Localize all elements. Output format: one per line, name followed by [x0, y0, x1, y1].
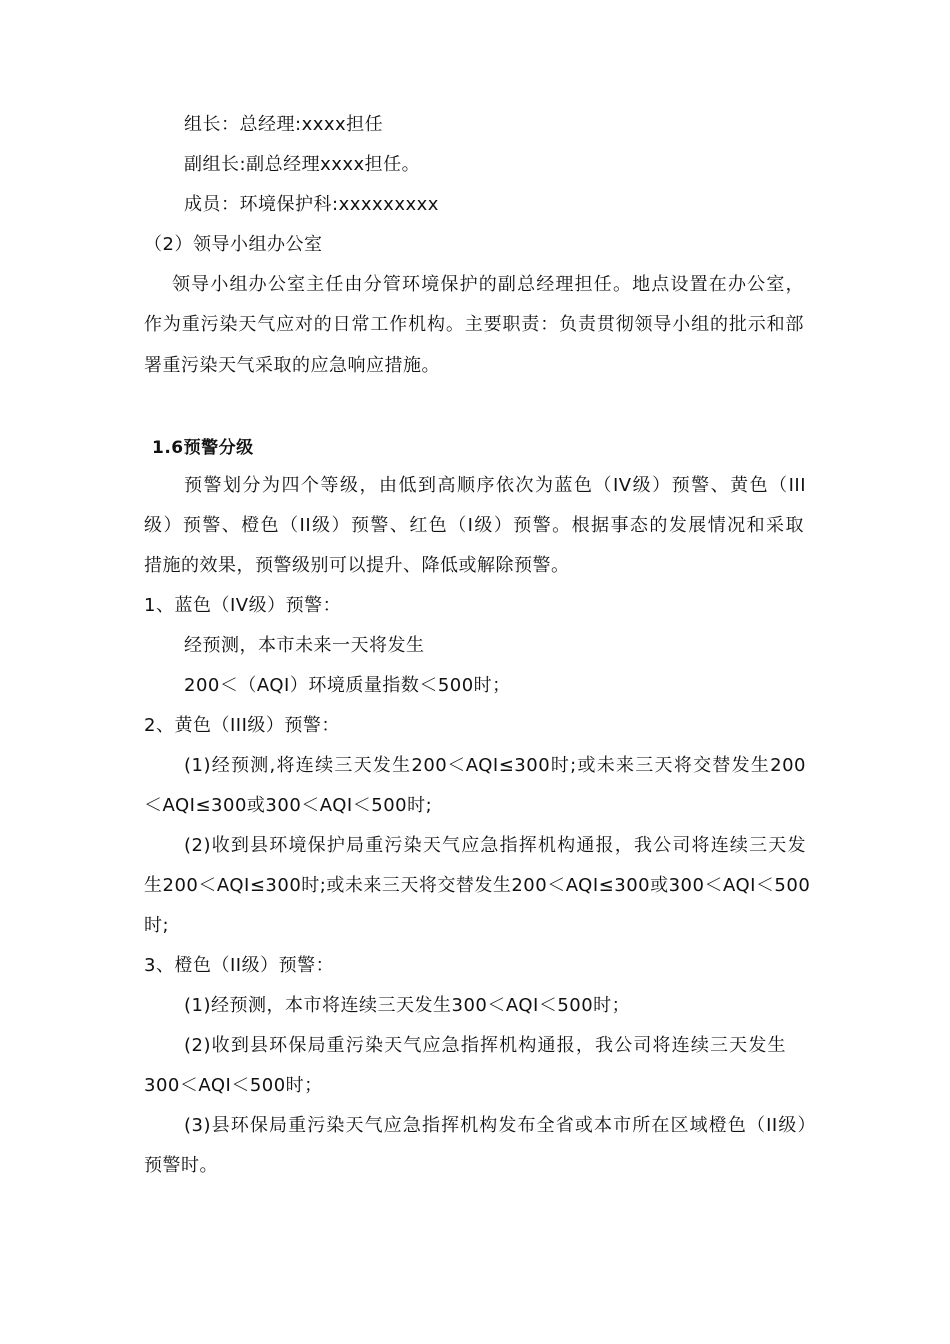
blue-warning-line-1: 经预测，本市未来一天将发生: [184, 635, 425, 656]
orange-warning-item-2-line-1: (2)收到县环保局重污染天气应急指挥机构通报，我公司将连续三天发生: [184, 1035, 786, 1056]
orange-warning-item-1: (1)经预测，本市将连续三天发生300＜AQI＜500时；: [184, 995, 631, 1016]
yellow-warning-item-2-line-3: 时;: [144, 915, 170, 936]
yellow-warning-item-2-line-2: 生200＜AQI≤300时;或未来三天将交替发生200＜AQI≤300或300＜AQI＜500: [144, 875, 811, 896]
orange-warning-item-2-line-2: 300＜AQI＜500时；: [144, 1075, 323, 1096]
office-paragraph-line-3: 署重污染天气采取的应急响应措施。: [144, 355, 440, 376]
section-heading: 1.6预警分级: [152, 438, 254, 458]
blue-warning-line-2: 200＜（AQI）环境质量指数＜500时；: [184, 675, 511, 696]
warning-paragraph-line-1: 预警划分为四个等级，由低到高顺序依次为蓝色（IV级）预警、黄色（III: [184, 475, 806, 496]
warning-paragraph-line-2: 级）预警、橙色（II级）预警、红色（I级）预警。根据事态的发展情况和采取: [144, 515, 804, 536]
blue-warning-heading: 1、蓝色（IV级）预警：: [144, 595, 342, 616]
yellow-warning-heading: 2、黄色（III级）预警：: [144, 715, 340, 736]
orange-warning-heading: 3、橙色（II级）预警：: [144, 955, 335, 976]
yellow-warning-item-2-line-1: (2)收到县环境保护局重污染天气应急指挥机构通报，我公司将连续三天发: [184, 835, 806, 856]
orange-warning-item-3-line-2: 预警时。: [144, 1155, 218, 1176]
orange-warning-item-3-line-1: (3)县环保局重污染天气应急指挥机构发布全省或本市所在区域橙色（II级）: [184, 1115, 816, 1136]
deputy-leader-line: 副组长:副总经理xxxx担任。: [184, 154, 421, 175]
group-leader-line: 组长：总经理:xxxx担任: [184, 114, 384, 135]
members-line: 成员：环境保护科:xxxxxxxxx: [184, 194, 439, 215]
office-subheading: （2）领导小组办公室: [144, 234, 323, 255]
office-paragraph-line-1: 领导小组办公室主任由分管环境保护的副总经理担任。地点设置在办公室，: [172, 274, 804, 295]
warning-paragraph-line-3: 措施的效果，预警级别可以提升、降低或解除预警。: [144, 555, 570, 576]
yellow-warning-item-1-line-2: ＜AQI≤300或300＜AQI＜500时;: [144, 795, 433, 816]
yellow-warning-item-1-line-1: (1)经预测,将连续三天发生200＜AQI≤300时;或未来三天将交替发生200: [184, 755, 806, 776]
office-paragraph-line-2: 作为重污染天气应对的日常工作机构。主要职责：负责贯彻领导小组的批示和部: [144, 314, 804, 335]
